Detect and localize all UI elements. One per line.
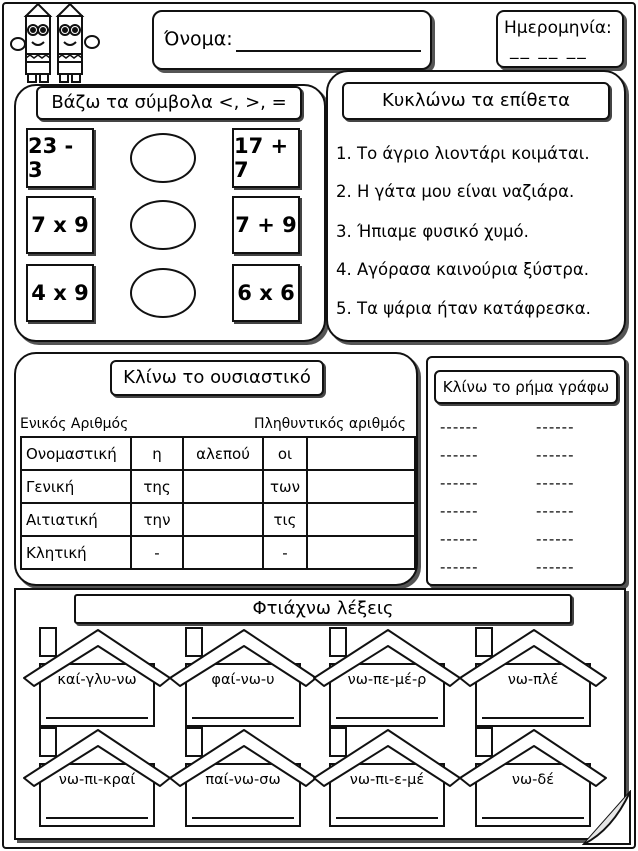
word-pl-cell[interactable] [307,437,415,470]
name-line[interactable] [236,50,421,52]
symbol-oval-1[interactable] [130,133,196,183]
expr-right-3: 6 x 6 [232,264,300,322]
verb-answer-line[interactable]: ------ [536,418,575,436]
article-pl-cell: οι [263,437,307,470]
house-word: νω-πε-μέ-ρ [347,672,427,688]
adjective-sentence-1[interactable]: 1. Το άγριο λιοντάρι κοιμάται. [336,144,590,163]
house-answer-line[interactable] [194,796,292,816]
word-pl-cell[interactable] [307,470,415,503]
noun-declension-table [20,436,416,570]
word-pl-cell[interactable] [307,503,415,536]
word-sg-cell[interactable] [183,503,263,536]
singular-label: Ενικός Αριθμός [20,416,129,432]
plural-label: Πληθυντικός αριθμός [254,416,406,432]
house-answer-line[interactable] [484,696,582,716]
house-word: νω-δέ [511,772,555,788]
expr-left-2: 7 x 9 [26,196,94,254]
verb-answer-line[interactable]: ------ [536,558,575,576]
page-curl [582,790,632,846]
adjectives-title: Κυκλώνω τα επίθετα [342,82,610,120]
house [312,726,462,830]
verb-answer-line[interactable]: ------ [440,474,479,492]
house-word: νω-πλέ [507,672,559,688]
verb-answer-line[interactable]: ------ [536,446,575,464]
word-sg-cell[interactable] [183,470,263,503]
house [458,626,608,730]
verb-answer-line[interactable]: ------ [536,530,575,548]
adjective-sentence-5[interactable]: 5. Τα ψάρια ήταν κατάφρεσκα. [336,299,591,318]
words-title: Φτιάχνω λέξεις [74,594,572,624]
house [22,626,172,730]
house [168,726,318,830]
house-answer-line[interactable] [194,696,292,716]
verb-answer-line[interactable]: ------ [440,558,479,576]
house [22,726,172,830]
verb-answer-line[interactable]: ------ [440,446,479,464]
name-label: Όνομα: [164,28,233,50]
symbols-title: Βάζω τα σύμβολα <, >, = [36,86,302,120]
adjective-sentence-3[interactable]: 3. Ήπιαμε φυσικό χυμό. [336,222,529,241]
house-word: νω-πι-κραί [58,772,136,788]
case-cell: Κλητική [21,536,131,569]
verb-answer-line[interactable]: ------ [536,474,575,492]
verb-answer-line[interactable]: ------ [536,502,575,520]
house-answer-line[interactable] [338,796,436,816]
pencil-mascots [4,2,108,86]
verb-title: Κλίνω το ρήμα γράφω [434,370,618,404]
house-answer-line[interactable] [338,696,436,716]
article-sg-cell: η [131,437,183,470]
house-answer-line[interactable] [48,796,146,816]
case-cell: Αιτιατική [21,503,131,536]
adjective-sentence-2[interactable]: 2. Η γάτα μου είναι ναζιάρα. [336,182,575,201]
article-sg-cell: την [131,503,183,536]
adjective-sentence-4[interactable]: 4. Αγόρασα καινούρια ξύστρα. [336,260,590,279]
expr-left-3: 4 x 9 [26,264,94,322]
article-pl-cell: - [263,536,307,569]
verb-answer-line[interactable]: ------ [440,530,479,548]
article-sg-cell: της [131,470,183,503]
expr-right-2: 7 + 9 [232,196,300,254]
date-blanks[interactable]: __ __ __ [510,40,588,60]
table-row [21,536,415,569]
word-sg-cell[interactable] [183,536,263,569]
house [312,626,462,730]
table-row [21,437,415,470]
house-word: φαί-νω-υ [211,672,275,688]
article-pl-cell: των [263,470,307,503]
noun-title: Κλίνω το ουσιαστικό [110,360,324,396]
verb-answer-line[interactable]: ------ [440,502,479,520]
word-pl-cell[interactable] [307,536,415,569]
name-box [152,10,432,70]
symbol-oval-2[interactable] [130,200,196,250]
table-row [21,470,415,503]
house-word: καί-γλυ-νω [57,672,137,688]
word-sg-cell[interactable]: αλεπού [183,437,263,470]
date-box [496,10,624,68]
case-cell: Γενική [21,470,131,503]
symbol-oval-3[interactable] [130,268,196,318]
house-answer-line[interactable] [48,696,146,716]
article-sg-cell: - [131,536,183,569]
verb-answer-line[interactable]: ------ [440,418,479,436]
expr-right-1: 17 + 7 [232,128,300,188]
article-pl-cell: τις [263,503,307,536]
house-word: παί-νω-σω [205,772,281,788]
house-word: νω-πι-ε-μέ [349,772,425,788]
table-row [21,503,415,536]
date-label: Ημερομηνία: [504,18,612,38]
house [168,626,318,730]
house-answer-line[interactable] [484,796,582,816]
case-cell: Ονομαστική [21,437,131,470]
expr-left-1: 23 - 3 [26,128,94,188]
